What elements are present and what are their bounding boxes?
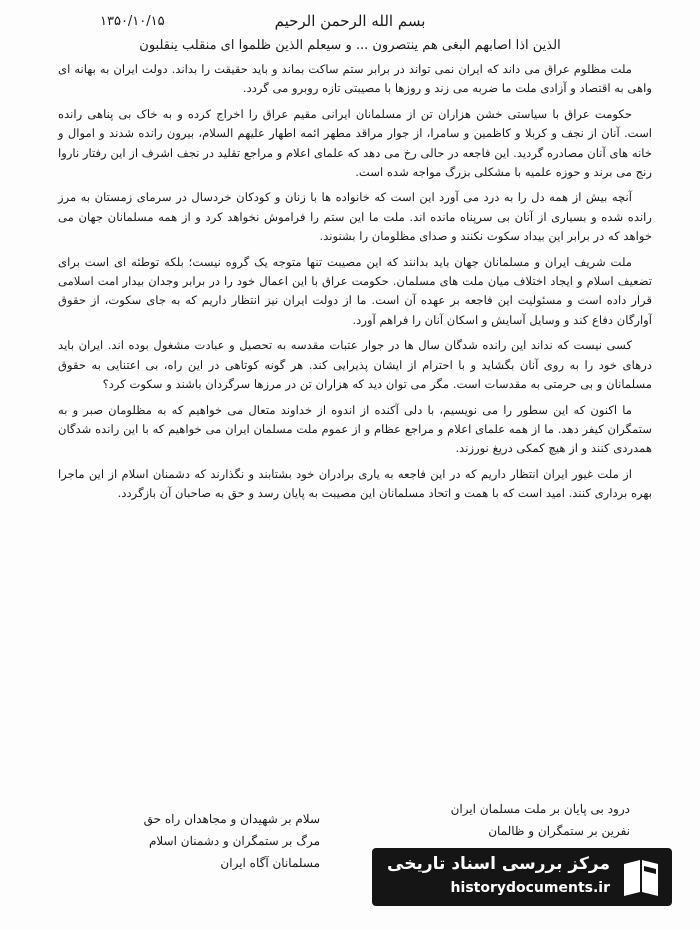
archive-watermark — [372, 848, 672, 906]
document-header — [40, 12, 660, 38]
paragraph: آنچه بیش از همه دل را به درد می آورد این است که خانواده ها با زنان و کودکان خردسال در سرمای زمستان به مرز رانده شده و بسیاری از آنان بی سرپناه مانده اند. ملت ما این ستم را فراموش نخواهد کرد و از همه مسلمانان جهان می خواهد که در برابر این بیداد سکوت نکنند و صدای مظلومان را بشنوند. — [58, 190, 652, 244]
letter-body — [58, 60, 652, 510]
watermark-url[interactable]: historydocuments.ir — [450, 880, 610, 896]
quran-verse: الذین اذا اصابهم البغی هم ینتصرون ... و سیعلم الذین ظلموا ای منقلب ینقلبون — [139, 38, 561, 53]
document-date: ۱۳۵۰/۱۰/۱۵ — [100, 14, 165, 29]
closing-line: نفرین بر ستمگران و ظالمان — [488, 824, 630, 838]
bismillah-heading: بسم الله الرحمن الرحیم — [274, 12, 426, 30]
paragraph: کسی نیست که نداند این رانده شدگان سال ها در جوار عتبات مقدسه به تحصیل و عبادت مشغول بوده اند. ایران باید درهای خود را به روی آنان بگشاید و با احترام از ایشان پذیرایی کند. هر گونه کوتاهی در این راه، بی اعتنایی به حقوق مسلمانان و بی حرمتی به مقدسات است. مگر می توان دید که هزاران تن در مرزها سرگردان باشند و سکوت کرد؟ — [58, 338, 652, 392]
watermark-title: مرکز بررسی اسناد تاریخی — [387, 854, 610, 874]
paragraph: ملت شریف ایران و مسلمانان جهان باید بدانند که این مصیبت تنها متوجه یک گروه نیست؛ بلکه توطئه ای است برای تضعیف اسلام و ایجاد اختلاف میان ملت های مسلمان. حکومت عراق با این اعمال خود را در برابر وجدان بیدار امت اسلامی قرار داده است و مسئولیت این فاجعه بر عهده آن است. ما از دولت ایران نیز انتظار داریم که به جای سکوت، از حقوق آوارگان دفاع کند و وسایل آسایش و اسکان آنان را فراهم آورد. — [58, 254, 652, 327]
closing-line: درود بی پایان بر ملت مسلمان ایران — [450, 802, 630, 816]
closing-line: مسلمانان آگاه ایران — [220, 856, 320, 870]
paragraph: حکومت عراق با سیاستی خشن هزاران تن از مسلمانان ایرانی مقیم عراق را اخراج کرده و به خاک بی پناهی رانده است. آنان از نجف و کربلا و کاظمین و سامرا، از جوار مراقد مطهر ائمه اطهار علیهم السلام، بیرون رانده شدند و اموال و خانه های آنان مصادره گردید. این فاجعه در حالی رخ می دهد که علمای اعلام و مراجع تقلید در نجف اشرف از این رفتار ناروا رنج می برند و حوزه علمیه با مشکلی بزرگ مواجه شده است. — [58, 106, 652, 180]
paragraph: ما اکنون که این سطور را می نویسیم، با دلی آکنده از اندوه از خداوند متعال می خواهیم که به مظلومان صبر و به ستمگران کیفر دهد. ما از همه علمای اعلام و مراجع عظام و از عموم ملت مسلمان ایران می خواهیم که با این رانده شدگان همدردی کنند و از هیچ کمکی دریغ نورزند. — [58, 402, 652, 456]
book-logo-icon — [618, 854, 664, 900]
paragraph: از ملت غیور ایران انتظار داریم که در این فاجعه به یاری برادران خود بشتابند و نگذارند که دشمنان اسلام از این ماجرا بهره برداری کنند. امید است که با همت و اتحاد مسلمانان این مصیبت به پایان رسد و حق به صاحبان آن بازگردد. — [58, 466, 652, 501]
closing-line: سلام بر شهیدان و مجاهدان راه حق — [143, 812, 320, 826]
closing-left — [60, 808, 320, 874]
paragraph: ملت مظلوم عراق می داند که ایران نمی تواند در برابر ستم ساکت بماند و باید حقیقت را بداند. دولت ایران به بهانه ای واهی به اقتصاد و آزادی ملت ما ضربه می زند و روزها با مصیبتی تازه روبرو می گردد. — [58, 62, 652, 96]
closing-right — [330, 798, 630, 842]
closing-line: مرگ بر ستمگران و دشمنان اسلام — [148, 834, 320, 848]
